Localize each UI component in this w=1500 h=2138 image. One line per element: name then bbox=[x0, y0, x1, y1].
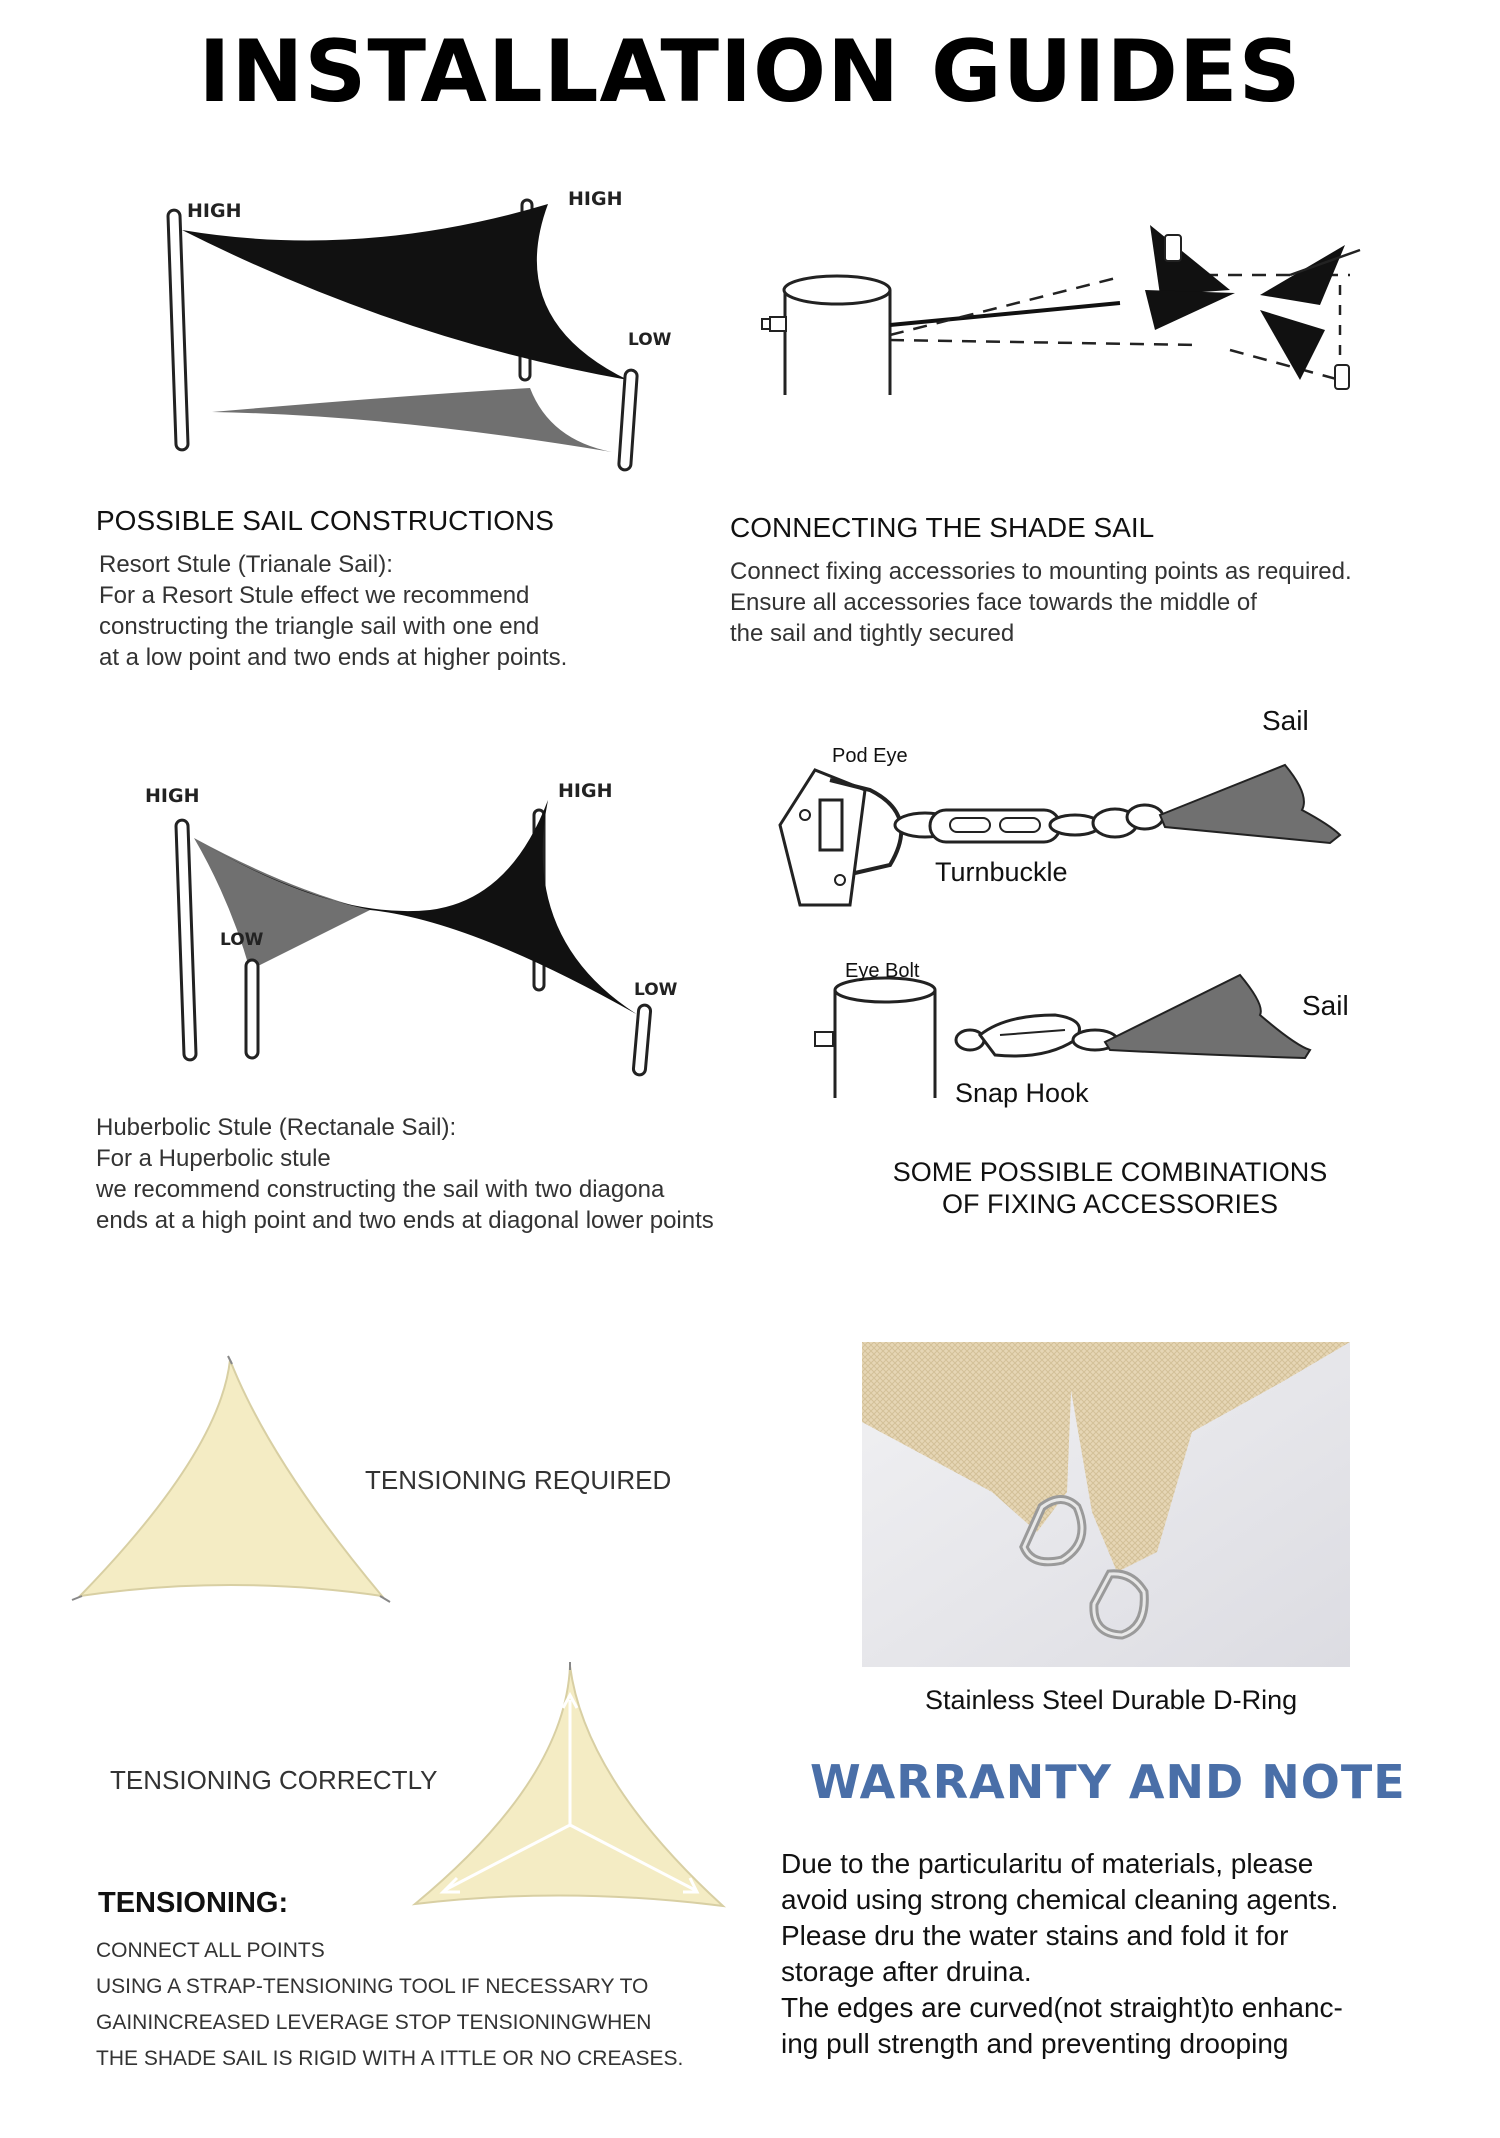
tensioning-correctly-label: TENSIONING CORRECTLY bbox=[110, 1765, 438, 1795]
sail-constructions-text bbox=[99, 549, 567, 673]
warranty-heading: WARRANTY AND NOTE bbox=[810, 1755, 1406, 1809]
text-line: the sail and tightly secured bbox=[730, 620, 1015, 647]
hyperbolic-text bbox=[96, 1112, 714, 1236]
text-line: GAININCREASED LEVERAGE STOP TENSIONINGWHEN bbox=[96, 2011, 652, 2034]
text-line: Connect fixing accessories to mounting points as required. bbox=[730, 558, 1352, 585]
label-eye-bolt: Eye Bolt bbox=[845, 960, 920, 982]
text-line: ends at a high point and two ends at diagonal lower points bbox=[96, 1207, 714, 1234]
text-line: storage after druina. bbox=[781, 1956, 1032, 1987]
text-line: Ensure all accessories face towards the middle of bbox=[730, 589, 1257, 616]
tension-correct-sail bbox=[405, 1660, 730, 1915]
page-title: INSTALLATION GUIDES bbox=[198, 22, 1302, 122]
text-line: Resort Stule (Trianale Sail): bbox=[99, 551, 393, 578]
tensioning-required-label: TENSIONING REQUIRED bbox=[365, 1465, 672, 1495]
tensioning-text bbox=[96, 1933, 683, 2077]
label-low-right: LOW bbox=[634, 980, 678, 1000]
text-line: CONNECT ALL POINTS bbox=[96, 1939, 325, 1962]
text-line: The edges are curved(not straight)to enhanc- bbox=[781, 1992, 1343, 2023]
connecting-text bbox=[730, 556, 1352, 649]
triangle-sail-diagram bbox=[150, 190, 670, 470]
tension-required-sail bbox=[70, 1352, 395, 1607]
label-high-right: HIGH bbox=[558, 780, 613, 802]
connecting-heading: CONNECTING THE SHADE SAIL bbox=[730, 512, 1155, 543]
label-low: LOW bbox=[628, 330, 672, 350]
text-line: For a Resort Stule effect we recommend bbox=[99, 582, 530, 609]
text-line: Huberbolic Stule (Rectanale Sail): bbox=[96, 1114, 457, 1141]
text-line: at a low point and two ends at higher points. bbox=[99, 644, 568, 671]
d-ring-caption: Stainless Steel Durable D-Ring bbox=[925, 1685, 1298, 1715]
tensioning-heading: TENSIONING: bbox=[98, 1887, 289, 1919]
caption-line: OF FIXING ACCESSORIES bbox=[941, 1189, 1279, 1219]
text-line: constructing the triangle sail with one end bbox=[99, 613, 540, 640]
text-line: For a Huperbolic stule bbox=[96, 1145, 331, 1172]
d-ring-photo bbox=[862, 1342, 1350, 1667]
text-line: THE SHADE SAIL IS RIGID WITH A ITTLE OR NO CREASES. bbox=[96, 2047, 684, 2070]
accessories-caption bbox=[860, 1156, 1360, 1220]
label-snap-hook: Snap Hook bbox=[955, 1078, 1089, 1108]
label-sail-bottom: Sail bbox=[1302, 990, 1349, 1021]
text-line: ing pull strength and preventing drooping bbox=[781, 2028, 1289, 2059]
accessories-pod-eye-diagram bbox=[770, 755, 1370, 915]
sail-constructions-heading: POSSIBLE SAIL CONSTRUCTIONS bbox=[96, 505, 554, 536]
text-line: avoid using strong chemical cleaning agents. bbox=[781, 1884, 1339, 1915]
connecting-diagram bbox=[760, 215, 1370, 405]
text-line: Due to the particularitu of materials, please bbox=[781, 1848, 1314, 1879]
label-sail-top: Sail bbox=[1262, 705, 1309, 736]
label-turnbuckle: Turnbuckle bbox=[935, 857, 1068, 887]
text-line: USING A STRAP-TENSIONING TOOL IF NECESSARY TO bbox=[96, 1975, 649, 1998]
warranty-text bbox=[781, 1846, 1343, 2062]
label-pod-eye: Pod Eye bbox=[832, 745, 908, 767]
label-high-right: HIGH bbox=[568, 188, 623, 210]
text-line: we recommend constructing the sail with two diagona bbox=[96, 1176, 665, 1203]
label-low-left: LOW bbox=[220, 930, 264, 950]
label-high-left: HIGH bbox=[145, 785, 200, 807]
caption-line: SOME POSSIBLE COMBINATIONS bbox=[892, 1157, 1328, 1187]
text-line: Please dru the water stains and fold it for bbox=[781, 1920, 1289, 1951]
label-high-left: HIGH bbox=[187, 200, 242, 222]
